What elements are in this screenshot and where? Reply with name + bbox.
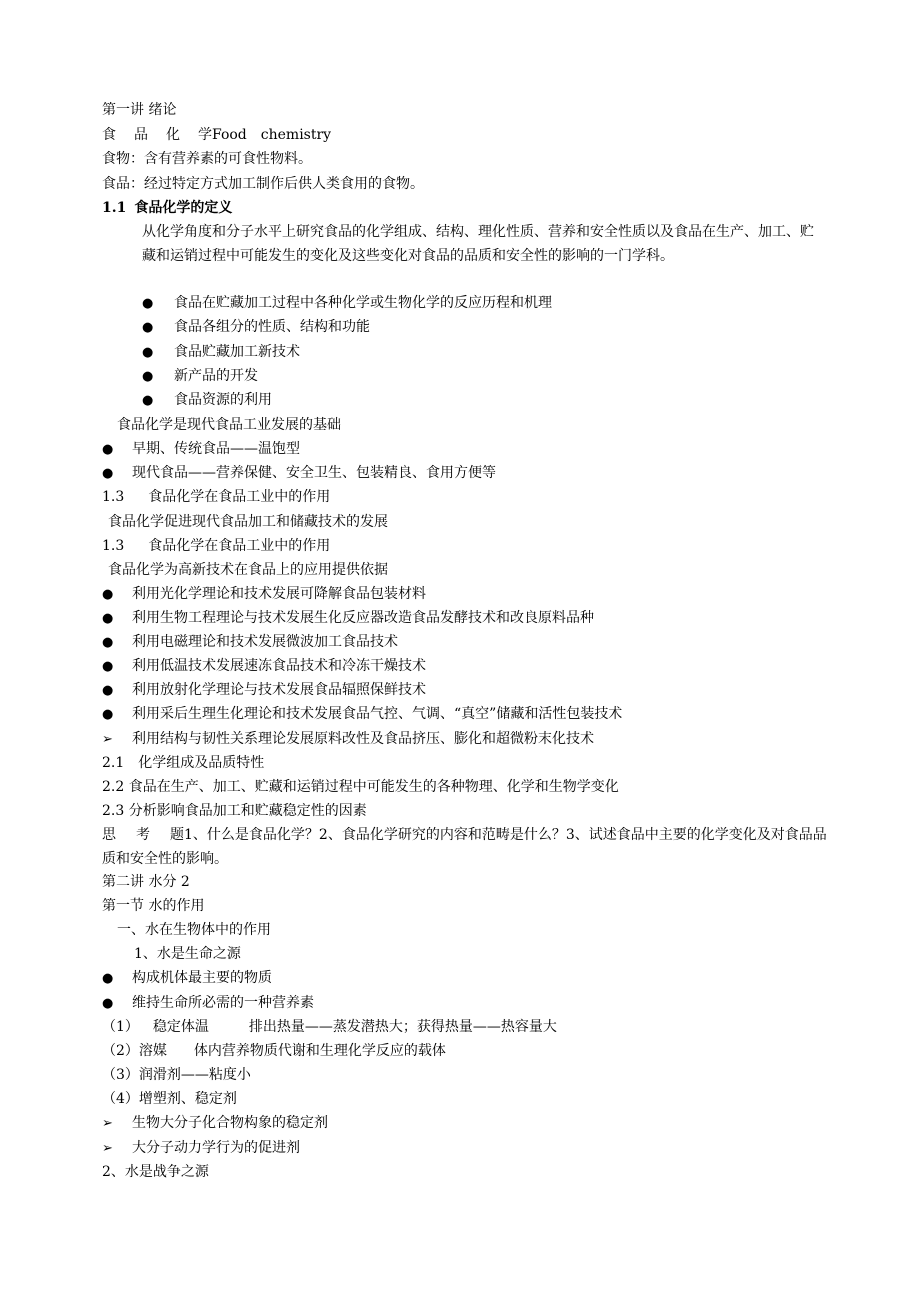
list-item: ● 早期、传统食品——温饱型	[102, 437, 300, 461]
basis-statement: 食品化学为高新技术在食品上的应用提供依据	[108, 562, 388, 578]
definition-shipin: 食品：经过特定方式加工制作后供人类食用的食物。	[102, 176, 424, 192]
section-title: 食品化学在食品工业中的作用	[148, 489, 331, 505]
bullet-dot-icon: ●	[142, 296, 154, 311]
bullet-arrow-icon: ➢	[102, 732, 113, 747]
food-chemistry-definition: 从化学角度和分子水平上研究食品的化学组成、结构、理化性质、营养和安全性质以及食品在生产、加工、贮藏和运销过程中可能发生的变化及这些变化对食品的品质和安全性的影响的一门学科。	[142, 224, 814, 264]
bullet-dot-icon: ●	[102, 971, 114, 986]
bullet-dot-icon: ●	[102, 635, 114, 650]
list-item: ● 利用光化学理论和技术发展可降解食品包装材料	[102, 582, 426, 606]
list-item: ● 构成机体最主要的物质	[102, 966, 272, 990]
questions-label-char-3: 题	[170, 827, 184, 843]
lecture2-subheading: 一、水在生物体中的作用	[117, 922, 271, 938]
questions-label-char-1: 思	[102, 827, 116, 843]
bullet-dot-icon: ●	[102, 996, 114, 1011]
list-item: ● 维持生命所必需的一种营养素	[102, 991, 314, 1015]
section-1-3-heading	[102, 534, 330, 558]
foundation-statement: 食品化学是现代食品工业发展的基础	[117, 417, 341, 433]
definition-shiwu: 食物：含有营养素的可食性物料。	[102, 151, 312, 167]
lecture2-title: 第二讲 水分 2	[102, 874, 190, 890]
numbered-item-3: （3）润滑剂——粘度小	[102, 1067, 251, 1083]
list-item: ● 利用生物工程理论与技术发展生化反应器改造食品发酵技术和改良原料品种	[102, 606, 594, 630]
section-number: 1.1	[102, 200, 127, 216]
section-number: 1.3	[102, 538, 125, 554]
bullet-dot-icon: ●	[102, 707, 114, 722]
food-char-4: 学	[198, 127, 212, 143]
section-1-3-heading	[102, 485, 330, 509]
section-number: 1.3	[102, 489, 125, 505]
bullet-dot-icon: ●	[102, 611, 114, 626]
section-2-2: 2.2 食品在生产、加工、贮藏和运销过程中可能发生的各种物理、化学和生物学变化	[102, 779, 619, 795]
list-item: ● 利用低温技术发展速冻食品技术和冷冻干燥技术	[102, 654, 426, 678]
list-item: ● 现代食品——营养保健、安全卫生、包装精良、食用方便等	[102, 461, 496, 485]
numbered-item-4: （4）增塑剂、稳定剂	[102, 1091, 237, 1107]
review-questions	[102, 823, 832, 871]
list-item: ➢ 利用结构与韧性关系理论发展原料改性及食品挤压、膨化和超微粉末化技术	[102, 727, 594, 751]
list-item: ● 新产品的开发	[142, 364, 258, 388]
list-item: ➢ 大分子动力学行为的促进剂	[102, 1136, 300, 1160]
promote-statement: 食品化学促进现代食品加工和储藏技术的发展	[108, 514, 388, 530]
bullet-dot-icon: ●	[102, 587, 114, 602]
food-char-3: 化	[166, 127, 180, 143]
list-item: ● 利用电磁理论和技术发展微波加工食品技术	[102, 630, 398, 654]
section-title: 食品化学在食品工业中的作用	[148, 538, 331, 554]
list-item: ● 利用采后生理生化理论和技术发展食品气控、气调、“真空”储藏和活性包装技术	[102, 702, 622, 726]
lecture2-subsubheading: 1、水是生命之源	[134, 946, 241, 962]
lecture2-section1: 第一节 水的作用	[102, 898, 205, 914]
bullet-dot-icon: ●	[142, 345, 154, 360]
lecture1-title: 第一讲 绪论	[102, 102, 177, 118]
list-item: ● 食品在贮藏加工过程中各种化学或生物化学的反应历程和机理	[142, 291, 552, 315]
list-item: ● 食品贮藏加工新技术	[142, 340, 300, 364]
bullet-arrow-icon: ➢	[102, 1141, 113, 1156]
numbered-item-2: （2）溶媒 体内营养物质代谢和生理化学反应的载体	[102, 1043, 446, 1059]
section-2-1: 2.1 化学组成及品质特性	[102, 755, 265, 771]
numbered-item-1: （1） 稳定体温 排出热量——蒸发潜热大；获得热量——热容量大	[102, 1019, 557, 1035]
bullet-dot-icon: ●	[142, 369, 154, 384]
food-en-1: Food	[212, 127, 247, 143]
food-char-2: 品	[134, 127, 148, 143]
war-heading: 2、水是战争之源	[102, 1164, 209, 1180]
bullet-dot-icon: ●	[102, 659, 114, 674]
bullet-dot-icon: ●	[102, 683, 114, 698]
questions-label-char-2: 考	[136, 827, 150, 843]
bullet-arrow-icon: ➢	[102, 1116, 113, 1131]
section-2-3: 2.3 分析影响食品加工和贮藏稳定性的因素	[102, 803, 367, 819]
food-chemistry-heading	[102, 123, 331, 147]
bullet-dot-icon: ●	[142, 320, 154, 335]
list-item: ➢ 生物大分子化合物构象的稳定剂	[102, 1111, 328, 1135]
section-1-1-heading	[102, 196, 232, 220]
bullet-dot-icon: ●	[102, 442, 114, 457]
food-en-2: chemistry	[260, 127, 332, 143]
bullet-dot-icon: ●	[142, 393, 154, 408]
food-char-1: 食	[102, 127, 116, 143]
list-item: ● 利用放射化学理论与技术发展食品辐照保鲜技术	[102, 678, 426, 702]
bullet-dot-icon: ●	[102, 466, 114, 481]
section-title: 食品化学的定义	[134, 200, 233, 216]
list-item: ● 食品资源的利用	[142, 388, 272, 412]
questions-text: 1、什么是食品化学？2、食品化学研究的内容和范畴是什么？3、试述食品中主要的化学变化及对食品品质和安全性的影响。	[102, 827, 827, 867]
list-item: ● 食品各组分的性质、结构和功能	[142, 315, 370, 339]
